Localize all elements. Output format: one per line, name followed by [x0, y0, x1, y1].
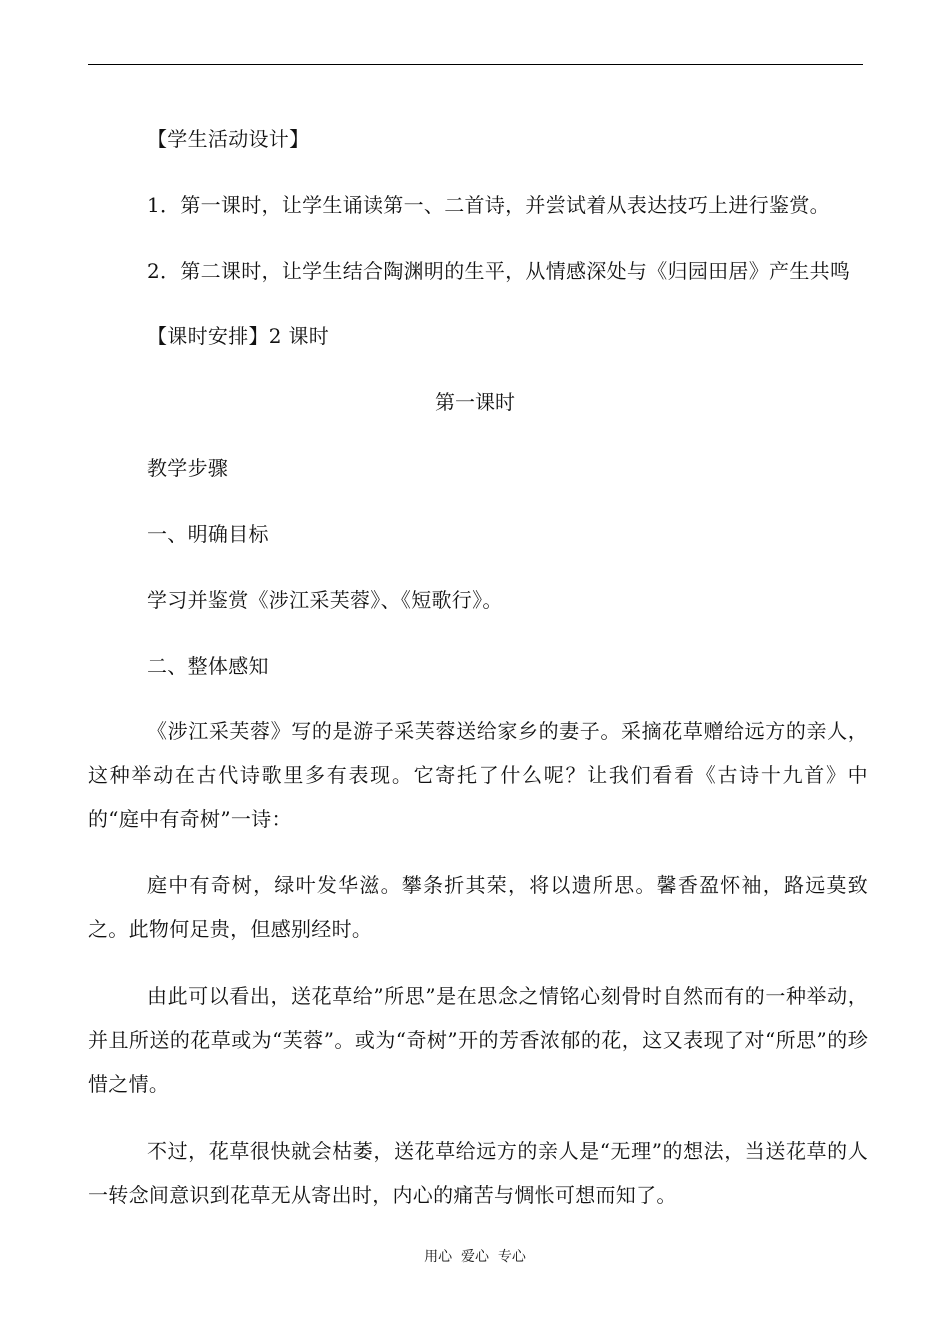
- paragraph-4: 不过，花草很快就会枯萎，送花草给远方的亲人是“无理”的想法，当送花草的人一转念间意识到花草无从寄出时，内心的痛苦与惆怅可想而知了。: [88, 1139, 868, 1207]
- teaching-steps-heading: 教学步骤: [147, 456, 229, 480]
- step-1-heading: 一、明确目标: [147, 522, 269, 546]
- section-student-activity: 【学生活动设计】: [147, 127, 310, 151]
- section-schedule: 【课时安排】2 课时: [147, 324, 330, 348]
- paragraph-3: 由此可以看出，送花草给”所思”是在思念之情铭心刻骨时自然而有的一种举动，并且所送的花草或为“芙蓉”。或为“奇树”开的芳香浓郁的花，这又表现了对“所思”的珍惜之情。: [88, 984, 868, 1096]
- step-1-text: 学习并鉴赏《涉江采芙蓉》、《短歌行》。: [147, 588, 503, 612]
- activity-item-2: 2．第二课时，让学生结合陶渊明的生平，从情感深处与《归园田居》产生共鸣: [147, 259, 851, 283]
- step-2-heading: 二、整体感知: [147, 654, 269, 678]
- paragraph-2: 庭中有奇树，绿叶发华滋。攀条折其荣，将以遗所思。馨香盈怀袖，路远莫致之。此物何足贵，但感别经时。: [88, 873, 868, 941]
- page-footer: 用心 爱心 专心: [424, 1249, 526, 1265]
- paragraph-1: 《涉江采芙蓉》写的是游子采芙蓉送给家乡的妻子。采摘花草赠给远方的亲人，这种举动在古代诗歌里多有表现。它寄托了什么呢？让我们看看《古诗十九首》中的“庭中有奇树”一诗：: [88, 719, 868, 831]
- activity-item-1: 1．第一课时，让学生诵读第一、二首诗，并尝试着从表达技巧上进行鉴赏。: [147, 193, 830, 217]
- header-rule: [88, 64, 863, 65]
- lesson-title: 第一课时: [435, 390, 515, 414]
